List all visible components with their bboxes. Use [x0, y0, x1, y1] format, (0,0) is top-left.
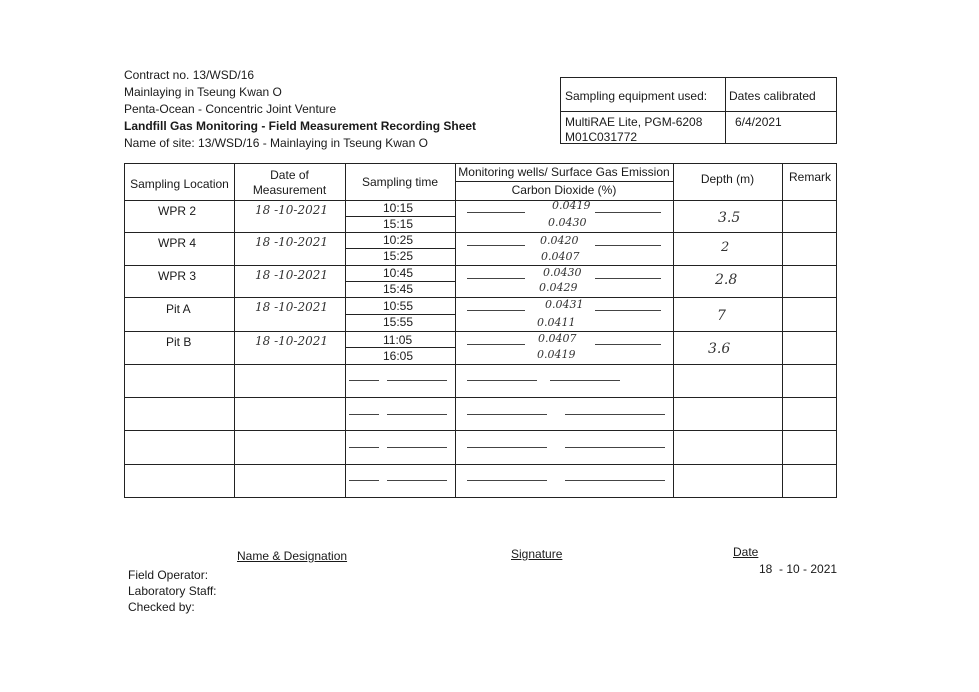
contract-no: Contract no. 13/WSD/16: [124, 68, 255, 82]
header-carbon-dioxide: Carbon Dioxide (%): [511, 183, 617, 197]
row-1-depth: 3.5: [718, 210, 741, 226]
row-5-time-2: 16:05: [383, 349, 414, 363]
row-3-time-2: 15:45: [383, 282, 414, 296]
row-3-date: 18 -10-2021: [255, 268, 329, 282]
row-2-depth: 2: [721, 240, 730, 255]
row-4-date: 18 -10-2021: [255, 300, 329, 314]
contractor-name: Penta-Ocean - Concentric Joint Venture: [124, 102, 337, 116]
row-3-location: WPR 3: [158, 269, 197, 283]
row-3-co2-1: 0.0430: [543, 266, 582, 279]
row-4-depth: 7: [717, 308, 726, 324]
row-1-time-2: 15:15: [383, 217, 414, 231]
row-3-time-1: 10:45: [383, 266, 414, 280]
row-5-co2-1: 0.0407: [538, 332, 577, 345]
name-designation-label: Name & Designation: [237, 549, 348, 563]
row-4-time-2: 15:55: [383, 315, 414, 329]
row-2-co2-1: 0.0420: [540, 234, 579, 247]
header-sampling-location: Sampling Location: [130, 177, 229, 191]
row-1-co2-1: 0.0419: [552, 199, 591, 212]
calibration-date: 6/4/2021: [735, 115, 782, 129]
row-1-date: 18 -10-2021: [255, 203, 329, 217]
project-name: Mainlaying in Tseung Kwan O: [124, 85, 282, 99]
row-1-co2-2: 0.0430: [548, 216, 587, 229]
laboratory-staff-label: Laboratory Staff:: [128, 584, 217, 598]
equipment-label: Sampling equipment used:: [565, 89, 708, 103]
signature-label: Signature: [511, 547, 563, 561]
row-4-co2-2: 0.0411: [537, 316, 576, 329]
measurement-table: [124, 163, 837, 498]
site-name: Name of site: 13/WSD/16 - Mainlaying in Tseung Kwan O: [124, 136, 428, 150]
date-value: 18 - 10 - 2021: [759, 562, 838, 576]
equipment-table: [560, 77, 837, 144]
row-2-time-2: 15:25: [383, 249, 414, 263]
dates-calibrated-label: Dates calibrated: [729, 89, 816, 103]
equipment-model: MultiRAE Lite, PGM-6208: [565, 115, 703, 129]
sheet-title: Landfill Gas Monitoring - Field Measurement Recording Sheet: [124, 119, 477, 133]
field-operator-label: Field Operator:: [128, 568, 209, 582]
header-sampling-time: Sampling time: [361, 175, 439, 189]
row-1-time-1: 10:15: [383, 201, 414, 215]
header-depth: Depth (m): [700, 172, 755, 186]
row-5-date: 18 -10-2021: [255, 334, 329, 348]
equipment-serial: M01C031772: [565, 130, 638, 144]
row-5-depth: 3.6: [708, 341, 731, 357]
date-label: Date: [733, 545, 759, 559]
row-2-time-1: 10:25: [383, 233, 414, 247]
header-date-of-measurement: Date of Measurement: [252, 168, 327, 197]
row-4-co2-1: 0.0431: [545, 298, 584, 311]
row-1-location: WPR 2: [158, 204, 197, 218]
row-5-co2-2: 0.0419: [537, 348, 576, 361]
checked-by-label: Checked by:: [128, 600, 195, 614]
header-remark: Remark: [788, 170, 831, 184]
row-5-location: Pit B: [166, 335, 192, 349]
header-monitoring-wells: Monitoring wells/ Surface Gas Emission: [458, 165, 670, 179]
row-5-time-1: 11:05: [383, 333, 413, 347]
row-4-location: Pit A: [166, 302, 191, 316]
row-3-co2-2: 0.0429: [539, 281, 578, 294]
row-4-time-1: 10:55: [383, 299, 414, 313]
row-3-depth: 2.8: [715, 272, 738, 288]
row-2-date: 18 -10-2021: [255, 235, 329, 249]
row-2-location: WPR 4: [158, 236, 197, 250]
row-2-co2-2: 0.0407: [541, 250, 580, 263]
